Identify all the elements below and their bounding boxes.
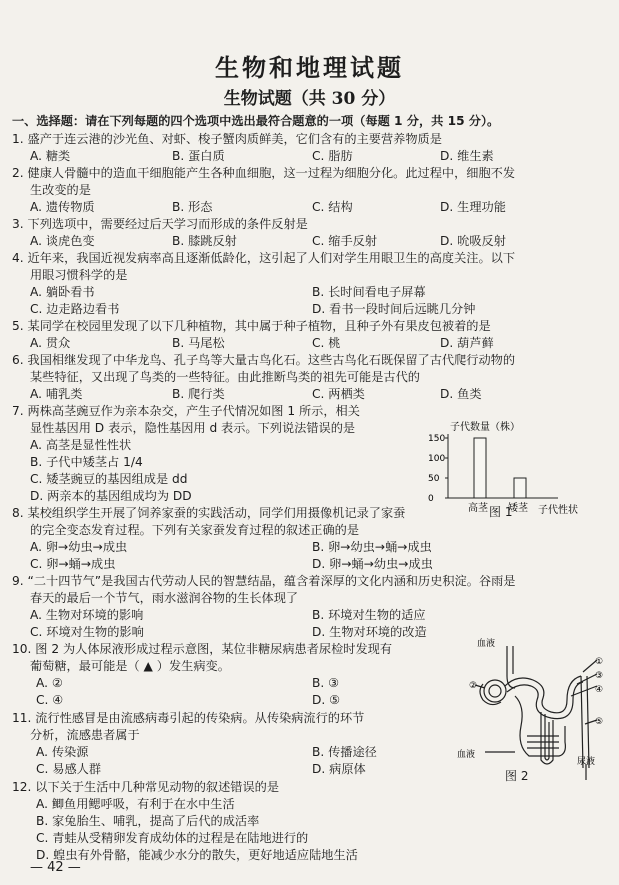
q12-option-b: B. 家兔胎生、哺乳，提高了后代的成活率 xyxy=(36,814,260,828)
question-2-stem-cont: 生改变的是 xyxy=(30,183,91,197)
q11-option-a: A. 传染源 xyxy=(36,745,89,759)
question-7-stem-cont: 显性基因用 D 表示，隐性基因用 d 表示。下列说法错误的是 xyxy=(30,421,356,435)
question-1-stem: 1. 盛产于连云港的沙光鱼、对虾、梭子蟹肉质鲜美，它们含有的主要营养物质是 xyxy=(12,132,442,146)
glomerulus xyxy=(484,680,506,702)
q3-option-d: D. 吮吸反射 xyxy=(440,234,506,248)
renal-tubule xyxy=(505,676,581,713)
q12-option-d: D. 蝗虫有外骨骼，能减少水分的散失，更好地适应陆地生活 xyxy=(36,848,358,862)
question-2-stem: 2. 健康人骨髓中的造血干细胞能产生各种血细胞，这一过程为细胞分化。此过程中，细胞不发 xyxy=(12,166,516,180)
q12-option-a: A. 鲫鱼用鳃呼吸，有利于在水中生活 xyxy=(36,797,235,811)
question-9-stem-cont: 春天的最后一个节气，雨水滋润谷物的生长体现了 xyxy=(30,591,299,605)
q3-option-c: C. 缩手反射 xyxy=(312,234,378,248)
q7-option-a: A. 高茎是显性性状 xyxy=(30,438,132,452)
page-subtitle: 生物试题（共 30 分） xyxy=(223,89,396,109)
q1-option-a: A. 糖类 xyxy=(30,149,71,163)
q8-option-b: B. 卵→幼虫→蛹→成虫 xyxy=(312,540,432,554)
page-title: 生物和地理试题 xyxy=(215,53,404,82)
figure1-category-label: 矮茎 xyxy=(508,503,528,514)
question-10-stem-cont: 葡萄糖，最可能是（ ▲ ）发生病变。 xyxy=(30,659,230,673)
marker-4: ④ xyxy=(595,685,604,695)
q7-option-c: C. 矮茎豌豆的基因组成是 dd xyxy=(30,472,188,486)
question-4-stem-cont: 用眼习惯科学的是 xyxy=(30,268,128,282)
q10-option-a: A. ② xyxy=(36,676,63,690)
q2-option-c: C. 结构 xyxy=(312,200,353,214)
label-blood-out: 血液 xyxy=(457,750,476,760)
q9-option-c: C. 环境对生物的影响 xyxy=(30,625,144,639)
q11-option-b: B. 传播途径 xyxy=(312,745,377,759)
q5-option-d: D. 葫芦藓 xyxy=(440,336,494,350)
q6-option-a: A. 哺乳类 xyxy=(30,387,83,401)
q3-option-a: A. 谈虎色变 xyxy=(30,234,95,248)
q4-option-b: B. 长时间看电子屏幕 xyxy=(312,285,426,299)
figure1-tick-label: 50 xyxy=(428,474,440,484)
q5-option-c: C. 桃 xyxy=(312,336,341,350)
figure1-tick-label: 150 xyxy=(428,434,446,444)
figure-2-nephron-diagram xyxy=(455,636,615,786)
section-heading: 一、选择题：请在下列每题的四个选项中选出最符合题意的一项（每题 1 分，共 15 分）。 xyxy=(12,114,500,128)
label-blood-in: 血液 xyxy=(477,639,496,649)
q4-option-a: A. 躺卧看书 xyxy=(30,285,95,299)
question-6-stem: 6. 我国相继发现了中华龙鸟、孔子鸟等大量古鸟化石。这些古鸟化石既保留了古代爬行动物的 xyxy=(12,353,516,367)
q9-option-d: D. 生物对环境的改造 xyxy=(312,625,427,639)
figure1-tick-label: 0 xyxy=(428,494,434,504)
figure1-y-label: 子代数量（株） xyxy=(450,422,520,433)
capillary-network xyxy=(515,696,565,756)
figure-2-caption: 图 2 xyxy=(505,769,529,783)
q8-option-c: C. 卵→蛹→成虫 xyxy=(30,557,116,571)
figure1-ticks xyxy=(428,434,448,504)
page-number: — 42 — xyxy=(30,860,81,875)
marker-3: ③ xyxy=(595,671,604,681)
q1-option-b: B. 蛋白质 xyxy=(172,149,225,163)
question-8-stem-cont: 的完全变态发育过程。下列有关家蚕发育过程的叙述正确的是 xyxy=(30,523,360,537)
q2-option-b: B. 形态 xyxy=(172,200,213,214)
question-12-stem: 12. 以下关于生活中几种常见动物的叙述错误的是 xyxy=(12,780,280,794)
figure1-x-label: 子代性状 xyxy=(538,505,578,516)
question-9-stem: 9. “二十四节气”是我国古代劳动人民的智慧结晶，蕴含着深厚的文化内涵和历史积淀。谷雨是 xyxy=(12,574,516,588)
question-4-stem: 4. 近年来，我国近视发病率高且逐渐低龄化，这引起了人们对学生用眼卫生的高度关注。以下 xyxy=(12,251,516,265)
q11-option-c: C. 易感人群 xyxy=(36,762,102,776)
q4-option-d: D. 看书一段时间后远眺几分钟 xyxy=(312,302,476,316)
question-5-stem: 5. 某同学在校园里发现了以下几种植物，其中属于种子植物，且种子外有果皮包被着的是 xyxy=(12,319,491,333)
q10-option-b: B. ③ xyxy=(312,676,340,690)
label-urine: 尿液 xyxy=(577,757,596,767)
q8-option-d: D. 卵→蛹→幼虫→成虫 xyxy=(312,557,433,571)
marker-1: ① xyxy=(595,657,604,667)
q2-option-a: A. 遗传物质 xyxy=(30,200,95,214)
q7-option-d: D. 两亲本的基因组成均为 DD xyxy=(30,489,192,503)
q9-option-a: A. 生物对环境的影响 xyxy=(30,608,144,622)
marker-5: ⑤ xyxy=(595,717,604,727)
figure1-tick-label: 100 xyxy=(428,454,446,464)
q1-option-d: D. 维生素 xyxy=(440,149,494,163)
marker-2: ② xyxy=(469,681,478,691)
q12-option-c: C. 青蛙从受精卵发育成幼体的过程是在陆地进行的 xyxy=(36,831,309,845)
q11-option-d: D. 病原体 xyxy=(312,762,366,776)
q4-option-c: C. 边走路边看书 xyxy=(30,302,120,316)
q10-option-c: C. ④ xyxy=(36,693,64,707)
q6-option-b: B. 爬行类 xyxy=(172,387,225,401)
q6-option-d: D. 鱼类 xyxy=(440,387,482,401)
question-3-stem: 3. 下列选项中，需要经过后天学习而形成的条件反射是 xyxy=(12,217,308,231)
q7-option-b: B. 子代中矮茎占 1/4 xyxy=(30,455,143,469)
figure-1-caption: 图 1 xyxy=(489,505,513,519)
figure1-category-label: 高茎 xyxy=(468,503,488,514)
figure1-bars xyxy=(474,438,526,498)
figure1-bar-2 xyxy=(514,478,526,498)
question-11-stem-cont: 分析，流感患者属于 xyxy=(30,728,140,742)
question-11-stem: 11. 流行性感冒是由流感病毒引起的传染病。从传染病流行的环节 xyxy=(12,711,365,725)
question-10-stem: 10. 图 2 为人体尿液形成过程示意图，某位非糖尿病患者尿检时发现有 xyxy=(12,642,393,656)
q10-option-d: D. ⑤ xyxy=(312,693,341,707)
question-8-stem: 8. 某校组织学生开展了饲养家蚕的实践活动，同学们用摄像机记录了家蚕 xyxy=(12,506,406,520)
q8-option-a: A. 卵→幼虫→成虫 xyxy=(30,540,128,554)
q5-option-a: A. 贯众 xyxy=(30,336,71,350)
question-6-stem-cont: 某些特征，又出现了鸟类的一些特征。由此推断鸟类的祖先可能是古代的 xyxy=(30,370,420,384)
collecting-duct xyxy=(581,676,583,768)
question-7-stem: 7. 两株高茎豌豆作为亲本杂交，产生子代情况如图 1 所示，相关 xyxy=(12,404,360,418)
q5-option-b: B. 马尾松 xyxy=(172,336,225,350)
q6-option-c: C. 两栖类 xyxy=(312,387,365,401)
q2-option-d: D. 生理功能 xyxy=(440,200,506,214)
figure1-bar-1 xyxy=(474,438,486,498)
q3-option-b: B. 膝跳反射 xyxy=(172,234,237,248)
q9-option-b: B. 环境对生物的适应 xyxy=(312,608,426,622)
q1-option-c: C. 脂肪 xyxy=(312,149,353,163)
